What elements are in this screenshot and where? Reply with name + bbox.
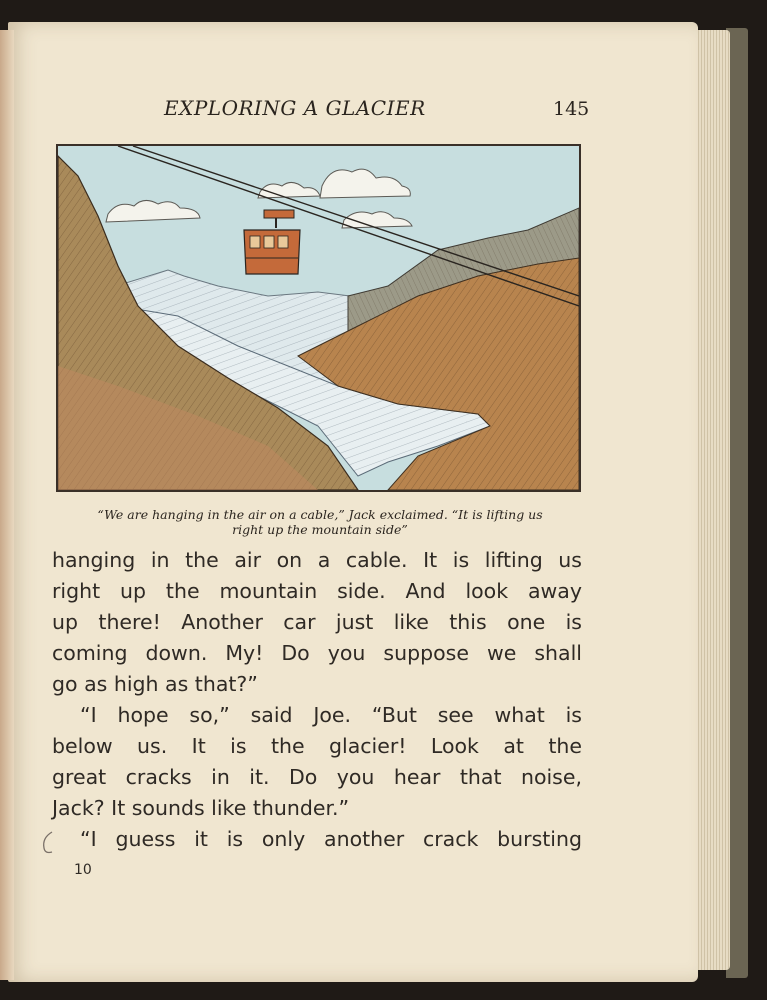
- text-line: “I guess it is only another crack bursting: [80, 827, 582, 851]
- text-line: below us. It is the glacier! Look at the: [52, 734, 582, 758]
- illustration-svg: [58, 146, 579, 490]
- text-line: great cracks in it. Do you hear that noise,: [52, 765, 582, 789]
- caption-line: “We are hanging in the air on a cable,” Jack exclaimed. “It is lifting us: [97, 507, 543, 522]
- page-number: 145: [553, 98, 590, 120]
- text-line: go as high as that?”: [52, 672, 258, 696]
- text-line: up there! Another car just like this one is: [52, 610, 582, 634]
- text-line: hanging in the air on a cable. It is lifting us: [52, 548, 582, 572]
- caption-line: right up the mountain side”: [232, 522, 408, 537]
- printer-signature: 10: [74, 862, 92, 878]
- body-text: [52, 545, 582, 855]
- text-line: “I hope so,” said Joe. “But see what is: [80, 703, 582, 727]
- pencil-annotation-mark: [34, 828, 64, 858]
- running-head: EXPLORING A GLACIER: [164, 96, 426, 120]
- book-spine: [0, 30, 14, 980]
- illustration-caption: [60, 507, 580, 537]
- text-line: coming down. My! Do you suppose we shall: [52, 641, 582, 665]
- page-header: [0, 96, 767, 126]
- text-line: Jack? It sounds like thunder.”: [52, 796, 350, 820]
- illustration-cable-car: [56, 144, 581, 492]
- text-line: right up the mountain side. And look away: [52, 579, 582, 603]
